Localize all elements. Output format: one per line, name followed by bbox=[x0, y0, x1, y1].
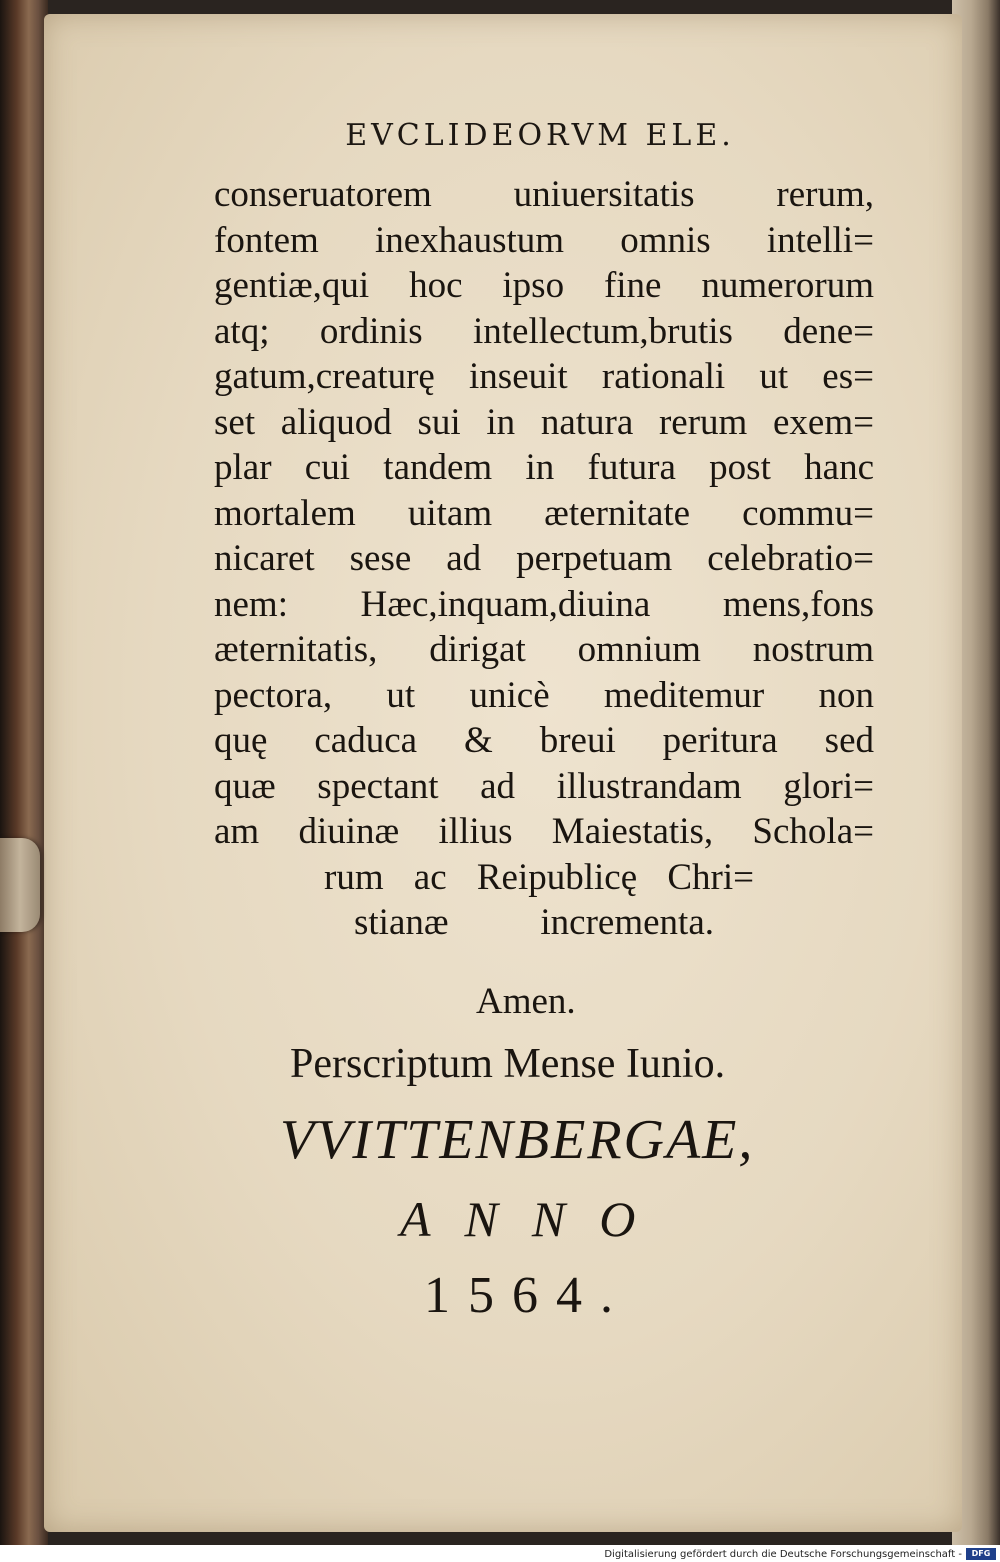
text-line: plar cui tandem in futura post hanc bbox=[214, 447, 874, 488]
amen-line: Amen. bbox=[476, 981, 576, 1022]
text-line: stianæ incrementa. bbox=[354, 902, 714, 943]
imprint-year: 1564. bbox=[424, 1267, 631, 1324]
text-line: am diuinæ illius Maiestatis, Schola= bbox=[214, 811, 874, 852]
text-line: quæ spectant ad illustrandam glori= bbox=[214, 765, 874, 807]
text-line: æternitatis, dirigat omnium nostrum bbox=[214, 629, 874, 670]
text-line: atq; ordinis intellectum,brutis dene= bbox=[214, 310, 874, 352]
text-line: nem: Hæc,inquam,diuina mens,fons bbox=[214, 583, 874, 625]
text-line: conseruatorem uniuersitatis rerum, bbox=[214, 174, 874, 215]
imprint-place: VVITTENBERGAE, bbox=[280, 1109, 755, 1171]
book-clasp bbox=[0, 838, 40, 932]
date-line: Perscriptum Mense Iunio. bbox=[290, 1041, 726, 1087]
text-line: set aliquod sui in natura rerum exem= bbox=[214, 401, 874, 443]
text-line: rum ac Reipublicę Chri= bbox=[324, 856, 754, 898]
text-line: gatum,creaturę inseuit rationali ut es= bbox=[214, 356, 874, 397]
footer-text: Digitalisierung gefördert durch die Deutsche Forschungsgemeinschaft - bbox=[604, 1549, 962, 1560]
imprint-anno: ANNO bbox=[400, 1191, 670, 1247]
book-spine-edge bbox=[0, 0, 48, 1545]
digitization-footer bbox=[0, 1545, 1000, 1562]
text-line: pectora, ut unicè meditemur non bbox=[214, 674, 874, 716]
text-line: gentiæ,qui hoc ipso fine numerorum bbox=[214, 265, 874, 306]
text-line: nicaret sese ad perpetuam celebratio= bbox=[214, 538, 874, 579]
dfg-logo: DFG bbox=[966, 1548, 996, 1560]
text-line: mortalem uitam æternitate commu= bbox=[214, 492, 874, 534]
text-line: fontem inexhaustum omnis intelli= bbox=[214, 219, 874, 261]
text-line: quę caduca & breui peritura sed bbox=[214, 720, 874, 761]
running-head: EVCLIDEORVM ELE. bbox=[345, 118, 735, 153]
body-text bbox=[214, 172, 874, 946]
